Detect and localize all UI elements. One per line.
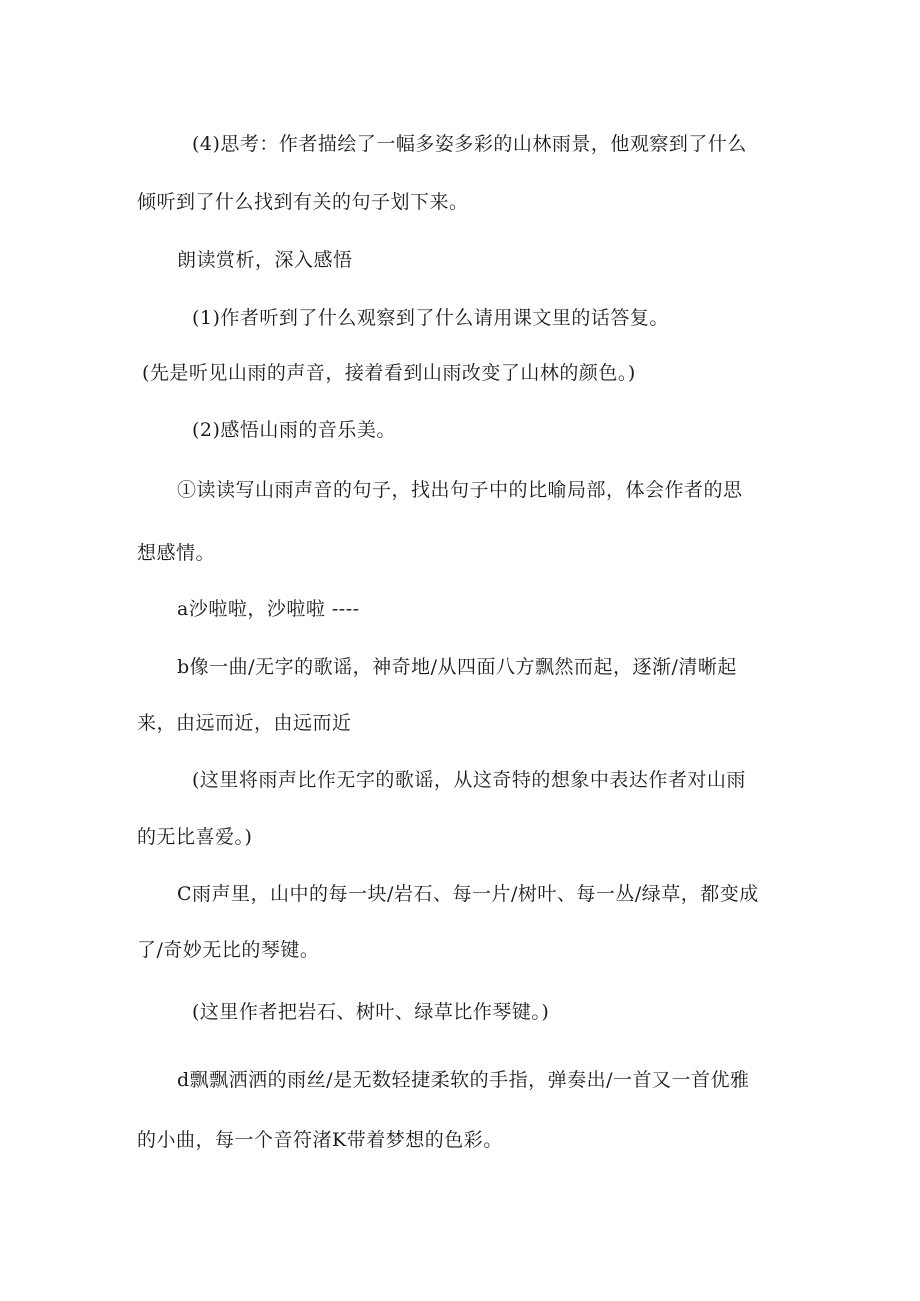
note-c: (这里作者把岩石、树叶、绿草比作琴键。): [192, 1001, 550, 1023]
question-1: (1)作者听到了什么观察到了什么请用课文里的话答复。: [192, 307, 669, 329]
sentence-a: a沙啦啦，沙啦啦 ----: [177, 598, 360, 620]
section-heading: 朗读赏析，深入感悟: [177, 249, 353, 271]
sentence-b-line-2: 来，由远而近，由远而近: [137, 712, 352, 734]
question-4-line-2: 倾听到了什么找到有关的句子划下来。: [137, 191, 469, 213]
sentence-d-line-2: 的小曲，每一个音符渚K带着梦想的色彩。: [137, 1129, 503, 1151]
answer-1: (先是听见山雨的声音，接着看到山雨改变了山林的颜色。): [142, 362, 636, 384]
sentence-b-line-1: b像一曲/无字的歌谣，神奇地/从四面八方飘然而起，逐渐/清晰起: [177, 656, 737, 678]
question-4-line-1: (4)思考：作者描绘了一幅多姿多彩的山林雨景，他观察到了什么: [192, 133, 747, 155]
note-b-line-2: 的无比喜爱。): [137, 826, 253, 848]
question-2: (2)感悟山雨的音乐美。: [192, 419, 396, 441]
note-b-line-1: (这里将雨声比作无字的歌谣，从这奇特的想象中表达作者对山雨: [192, 769, 746, 791]
sentence-c-line-2: 了/奇妙无比的琴键。: [137, 939, 320, 961]
instruction-line-1: ①读读写山雨声音的句子，找出句子中的比喻局部，体会作者的思: [177, 479, 743, 501]
sentence-c-line-1: C雨声里，山中的每一块/岩石、每一片/树叶、每一丛/绿草，都变成: [177, 883, 759, 905]
instruction-line-2: 想感情。: [137, 542, 216, 564]
sentence-d-line-1: d飘飘洒洒的雨丝/是无数轻捷柔软的手指，弹奏出/一首又一首优雅: [177, 1069, 750, 1091]
